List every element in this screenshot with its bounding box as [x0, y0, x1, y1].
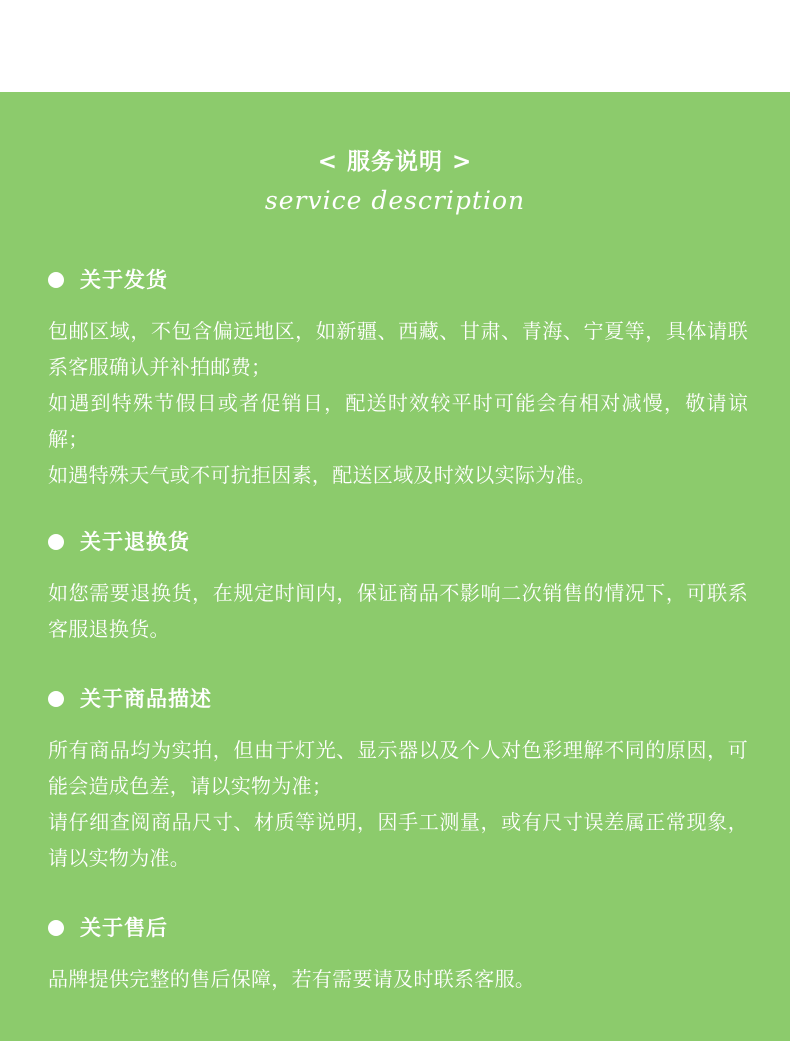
paragraph: 如遇特殊天气或不可抗拒因素，配送区域及时效以实际为准。 — [48, 463, 597, 487]
section-product-description — [48, 684, 748, 876]
section-returns — [48, 527, 748, 647]
paragraph: 如您需要退换货，在规定时间内，保证商品不影响二次销售的情况下，可联系客服退换货。 — [48, 581, 748, 641]
section-title — [48, 527, 748, 557]
paragraph: 所有商品均为实拍，但由于灯光、显示器以及个人对色彩理解不同的原因，可能会造成色差，请以实物为准； — [48, 738, 748, 798]
section-shipping — [48, 265, 748, 493]
section-title-text: 关于发货 — [80, 268, 168, 292]
bullet-dot-icon — [48, 691, 64, 707]
section-title — [48, 684, 748, 714]
section-title-text: 关于退换货 — [80, 530, 190, 554]
paragraph: 如遇到特殊节假日或者促销日，配送时效较平时可能会有相对减慢，敬请谅解； — [48, 391, 748, 451]
section-title — [48, 265, 748, 295]
section-title-text: 关于商品描述 — [80, 687, 212, 711]
section-title — [48, 913, 748, 943]
bullet-dot-icon — [48, 920, 64, 936]
paragraph: 请仔细查阅商品尺寸、材质等说明，因手工测量，或有尺寸误差属正常现象，请以实物为准。 — [48, 810, 748, 870]
bullet-dot-icon — [48, 534, 64, 550]
section-after-sales — [48, 913, 748, 997]
page-subtitle: service description — [264, 186, 526, 215]
paragraph: 包邮区域，不包含偏远地区，如新疆、西藏、甘肃、青海、宁夏等，具体请联系客服确认并补拍邮费； — [48, 319, 748, 379]
page-title: < 服务说明 > — [317, 149, 473, 175]
top-blank-area — [0, 0, 790, 92]
service-description-panel — [0, 92, 790, 1041]
paragraph: 品牌提供完整的售后保障，若有需要请及时联系客服。 — [48, 967, 536, 991]
bullet-dot-icon — [48, 272, 64, 288]
section-title-text: 关于售后 — [80, 916, 168, 940]
